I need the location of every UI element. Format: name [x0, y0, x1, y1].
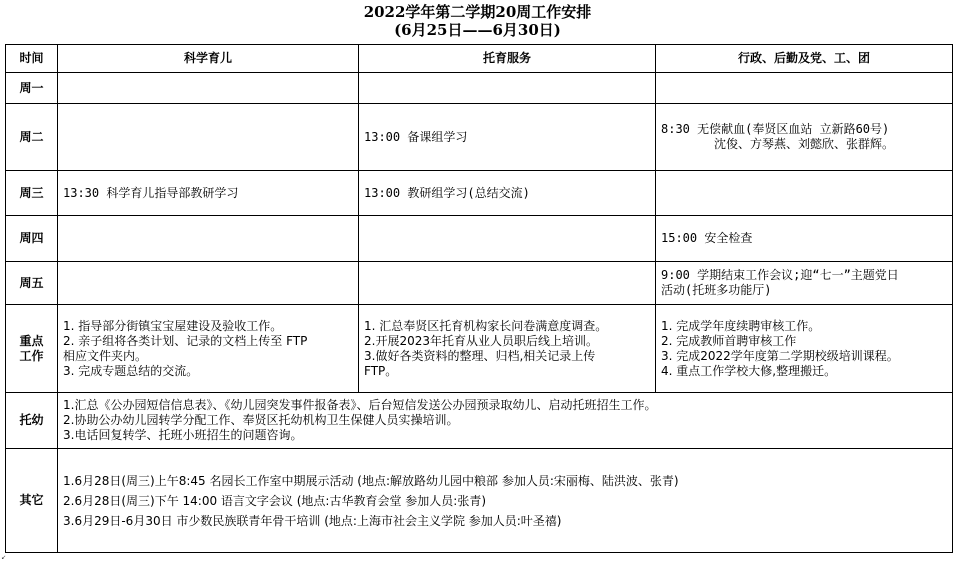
header-admin: 行政、后勤及党、工、团	[656, 45, 953, 73]
row-monday	[6, 73, 953, 104]
cell-text: 活动(托班多功能厅)	[661, 283, 772, 297]
cell-text: 1.6月28日(周三)上午8:45 名园长工作室中期展示活动 (地点:解放路幼儿园中粮部 参加人员:宋丽梅、陆洪波、张青)	[63, 473, 679, 488]
day-label	[6, 305, 58, 393]
day-label: 周四	[6, 216, 58, 262]
cell-text: 相应文件夹内。	[63, 348, 148, 363]
day-label: 托幼	[6, 393, 58, 449]
cell-science	[58, 305, 359, 393]
day-label: 周一	[6, 73, 58, 104]
cell-childcare	[359, 104, 656, 171]
cell-text: 2. 完成教师首聘审核工作	[661, 333, 797, 348]
day-label-line: 重点	[19, 333, 44, 348]
day-label-line: 工作	[19, 348, 44, 363]
cell-text: 1. 指导部分街镇宝宝屋建设及验收工作。	[63, 318, 283, 333]
row-focus-work	[6, 305, 953, 393]
cell-text: 2. 亲子组将各类计划、记录的文档上传至 FTP	[63, 333, 308, 348]
cell-text: 9:00 学期结束工作会议;迎“七一”主题党日	[661, 268, 899, 282]
cell-text: 13:00 备课组学习	[364, 129, 468, 144]
cell-science	[58, 73, 359, 104]
day-label: 周五	[6, 262, 58, 305]
cell-text: 4. 重点工作学校大修,整理搬迁。	[661, 363, 837, 378]
cell-text: 1.汇总《公办园短信信息表》、《幼儿园突发事件报备表》、后台短信发送公办园预录取幼儿、启动托班招生工作。	[63, 398, 657, 412]
cell-childcare	[359, 73, 656, 104]
header-childcare: 托育服务	[359, 45, 656, 73]
cell-text: 13:30 科学育儿指导部教研学习	[63, 185, 239, 200]
cell-admin	[656, 216, 953, 262]
cell-science	[58, 262, 359, 305]
cell-science	[58, 216, 359, 262]
cell-admin	[656, 305, 953, 393]
cell-other	[58, 449, 953, 553]
cell-science	[58, 171, 359, 216]
cell-text: 3.做好各类资料的整理、归档,相关记录上传	[364, 348, 596, 363]
cell-childcare	[359, 216, 656, 262]
paragraph-mark-icon: ↙	[1, 554, 7, 561]
cell-text: 2.开展2023年托育从业人员职后线上培训。	[364, 333, 598, 348]
cell-text: 1. 汇总奉贤区托育机构家长问卷满意度调查。	[364, 318, 608, 333]
cell-childcare	[359, 171, 656, 216]
cell-admin	[656, 171, 953, 216]
cell-text: 沈俊、方琴燕、刘懿欣、张群辉。	[713, 137, 894, 151]
day-label: 周三	[6, 171, 58, 216]
date-range-subtitle: (6月25日——6月30日)	[394, 21, 561, 39]
cell-admin	[656, 104, 953, 171]
row-friday	[6, 262, 953, 305]
cell-text: 3.电话回复转学、托班小班招生的问题咨询。	[63, 428, 303, 442]
document-title: 2022学年第二学期20周工作安排	[363, 3, 592, 21]
cell-text: 8:30 无偿献血(奉贤区血站 立新路60号)	[661, 122, 890, 136]
header-time: 时间	[6, 45, 58, 73]
header-science: 科学育儿	[58, 45, 359, 73]
cell-childcare	[359, 262, 656, 305]
header-row	[6, 45, 953, 73]
row-thursday	[6, 216, 953, 262]
cell-admin	[656, 262, 953, 305]
cell-childcare	[359, 305, 656, 393]
cell-admin	[656, 73, 953, 104]
cell-text: 1. 完成学年度续聘审核工作。	[661, 318, 821, 333]
cell-text: 3. 完成2022学年度第二学期校级培训课程。	[661, 348, 899, 363]
schedule-table	[5, 44, 953, 553]
day-label: 其它	[6, 449, 58, 553]
cell-text: 3. 完成专题总结的交流。	[63, 363, 199, 378]
row-wednesday	[6, 171, 953, 216]
cell-text: 2.协助公办幼儿园转学分配工作、奉贤区托幼机构卫生保健人员实操培训。	[63, 413, 459, 427]
row-other	[6, 449, 953, 553]
cell-text: FTP。	[364, 363, 398, 378]
cell-text: 15:00 安全检查	[661, 231, 753, 245]
cell-text: 2.6月28日(周三)下午 14:00 语言文字会议 (地点:古华教育会堂 参加人员:张青)	[63, 493, 487, 508]
cell-nursery	[58, 393, 953, 449]
cell-science	[58, 104, 359, 171]
row-tuesday	[6, 104, 953, 171]
day-label: 周二	[6, 104, 58, 171]
cell-text: 3.6月29日-6月30日 市少数民族联青年骨干培训 (地点:上海市社会主义学院 参加人员:叶圣禧)	[63, 513, 562, 528]
row-nursery	[6, 393, 953, 449]
cell-text: 13:00 教研组学习(总结交流)	[364, 185, 530, 200]
